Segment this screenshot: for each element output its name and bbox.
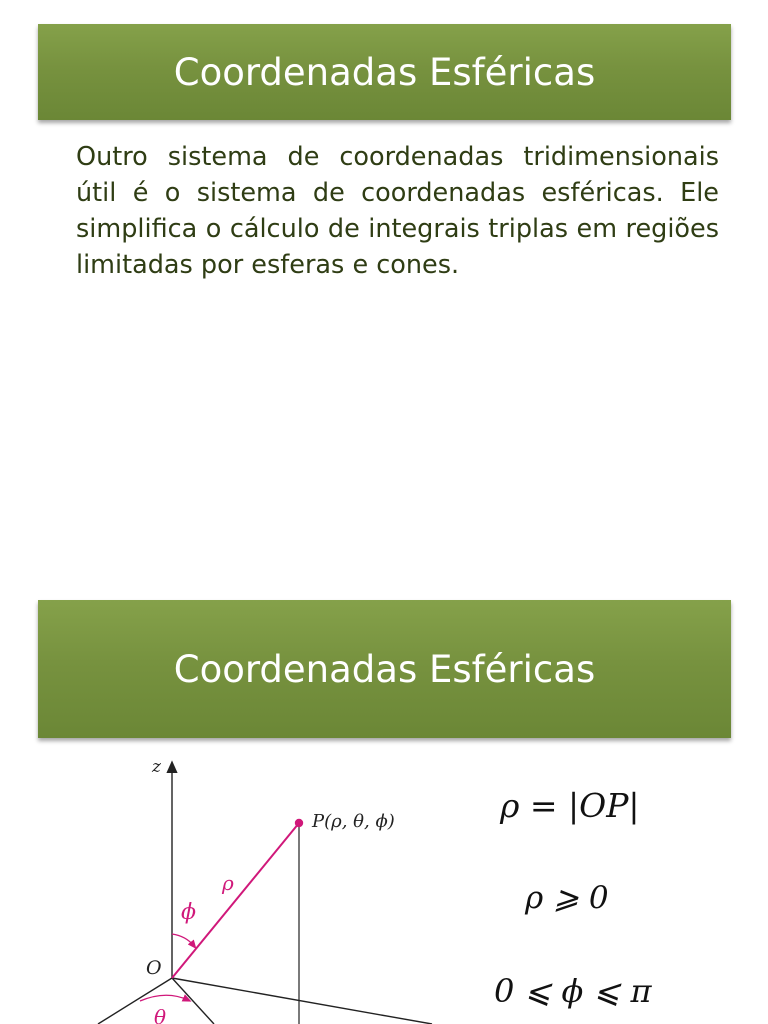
formula-phi-range: 0 ⩽ ϕ ⩽ π (494, 972, 652, 1010)
slide1-title: Coordenadas Esféricas (173, 50, 596, 94)
origin-label: O (146, 957, 162, 979)
theta-label: θ (154, 1005, 167, 1024)
phi-label: ϕ (181, 900, 196, 925)
phi-arc (172, 934, 194, 946)
slide2-title: Coordenadas Esféricas (173, 647, 596, 691)
slide1-title-banner (38, 24, 731, 120)
point-p (295, 819, 303, 827)
formula-rho-nonnegative: ρ ⩾ 0 (525, 880, 609, 916)
slide1-body-text: Outro sistema de coordenadas tridimensionais útil é o sistema de coordenadas esféricas. Ele simplifica o cálculo de integrais triplas em regiões limitadas por esferas e cones. (76, 142, 719, 280)
theta-arc (140, 995, 188, 1001)
spherical-coordinates-diagram (0, 748, 768, 1024)
point-p-label: P(ρ, θ, ϕ) (312, 811, 395, 832)
z-axis-label: z (152, 757, 161, 777)
formula-rho-definition: ρ = |OP| (500, 786, 640, 825)
slide2-title-banner (38, 600, 731, 738)
rho-label: ρ (222, 871, 234, 895)
y-axis (172, 978, 432, 1024)
